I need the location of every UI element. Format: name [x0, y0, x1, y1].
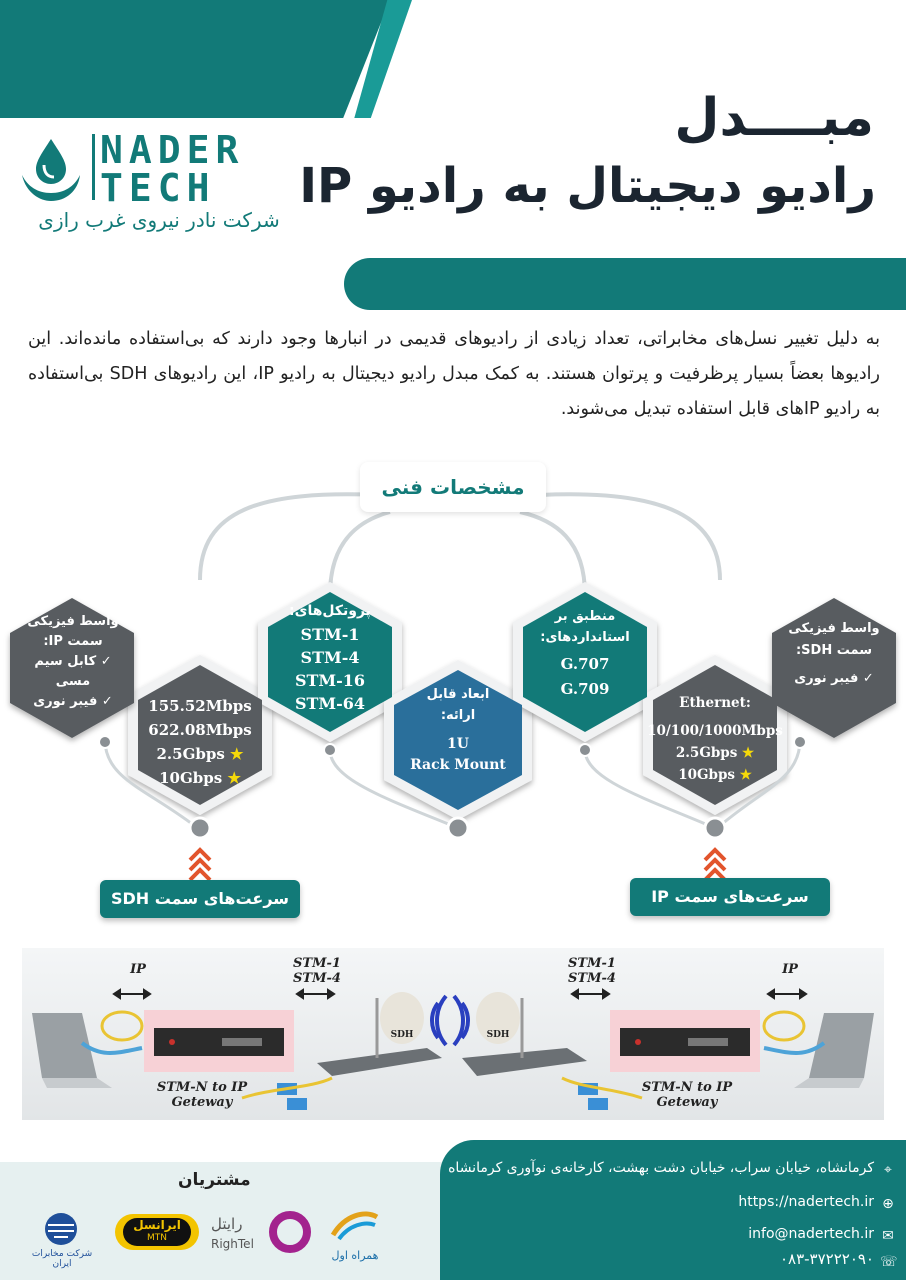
- rightel-ring-icon: [267, 1209, 313, 1255]
- physical-ip-block: [18, 612, 128, 712]
- sdh-speeds-block: [140, 694, 260, 790]
- hamrah-name: همراه اول: [331, 1249, 379, 1262]
- star-icon: ★: [742, 745, 755, 761]
- radio-label-left: SDH: [390, 1030, 414, 1040]
- check-icon: ✓: [100, 654, 112, 669]
- protocol-item: STM-16: [294, 671, 366, 690]
- page-title-line2: رادیو دیجیتال به رادیو IP: [299, 158, 876, 214]
- logo-drop-icon: [16, 135, 86, 205]
- gateway-label-right: STM-N to IP Geteway: [641, 1080, 733, 1110]
- irancell-name-en: MTN: [147, 1233, 167, 1243]
- company-name: شرکت نادر نیروی غرب رازی: [38, 208, 280, 232]
- intro-paragraph: به دلیل تغییر نسل‌های مخابراتی، تعداد زیادی از رادیوهای قدیمی در انبارها وجود دارند که بی‌استفاده مانده‌اند. این رادیوها بعضاً بسیار پرظرفیت و پرتوان هستند. به کمک مبدل رادیو دیجیتال به رادیو IP، این رادیوهای SDH بی‌استفاده به رادیو IPهای قابل استفاده تبدیل می‌شوند.: [28, 329, 880, 419]
- standards-block: [527, 606, 643, 700]
- physical-ip-item: ✓ کابل سیم مسی: [34, 654, 112, 689]
- check-icon: ✓: [101, 694, 113, 709]
- gateway-label-left: STM-N to IP Geteway: [156, 1080, 248, 1110]
- ip-speed-item: 2.5Gbps ★: [675, 745, 755, 761]
- address-text: کرمانشاه، خیابان سراب، خیابان دشت بهشت، کارخانه‌ی نوآوری کرمانشاه: [448, 1160, 874, 1176]
- dimensions-title: ابعاد قابل ارائه:: [426, 687, 490, 723]
- section-divider-bar: [344, 258, 906, 310]
- logo-text-nader: NADER: [100, 128, 245, 172]
- customers-title: مشتریان: [178, 1170, 251, 1190]
- sdh-speed-label: سرعت‌های سمت SDH: [100, 880, 300, 918]
- stm-label-right: STM-1 STM-4: [568, 956, 616, 986]
- physical-sdh-title: واسط فیزیکی سمت SDH:: [788, 621, 880, 658]
- ip-speeds-block: [645, 692, 785, 786]
- standards-title: منطبق بر استانداردهای:: [540, 609, 630, 645]
- check-icon: ✓: [862, 671, 874, 686]
- customer-logo-tci: [22, 1205, 102, 1269]
- rightel-name-en: RighTel: [211, 1237, 254, 1251]
- standard-item: G.709: [560, 680, 610, 698]
- star-icon: ★: [739, 767, 752, 783]
- protocol-item: STM-64: [294, 694, 366, 713]
- logo-divider: [92, 134, 95, 200]
- sdh-speed-item: 155.52Mbps: [148, 697, 252, 715]
- physical-ip-item: ✓ فیبر نوری: [33, 694, 113, 709]
- ip-label-right: IP: [782, 962, 798, 977]
- irancell-name-fa: ایرانسل: [133, 1218, 181, 1232]
- email-icon: ✉: [882, 1228, 894, 1244]
- physical-ip-title: واسط فیزیکی سمت IP:: [27, 614, 119, 649]
- email-link[interactable]: info@nadertech.ir: [748, 1226, 874, 1242]
- location-icon: ⌖: [884, 1162, 892, 1178]
- network-diagram: [22, 948, 884, 1120]
- dimensions-value2: Rack Mount: [410, 757, 506, 773]
- radio-label-right: SDH: [486, 1030, 510, 1040]
- star-icon: ★: [230, 745, 244, 763]
- tci-logo-icon: [36, 1211, 86, 1247]
- hamrah-logo-icon: [325, 1205, 385, 1245]
- tci-name: شرکت مخابرات ایران: [31, 1249, 93, 1269]
- ip-label-left: IP: [130, 962, 146, 977]
- page-title-line1: مبــــدل: [674, 88, 874, 148]
- phone-icon: ☏: [880, 1254, 898, 1270]
- ip-speed-label: سرعت‌های سمت IP: [630, 878, 830, 916]
- ip-speeds-title: Ethernet:: [679, 695, 751, 711]
- sdh-speed-item: 2.5Gbps ★: [156, 745, 244, 763]
- star-icon: ★: [227, 769, 241, 787]
- customer-logo-hamrah: [325, 1205, 395, 1265]
- ip-speed-item: 10Gbps ★: [678, 767, 752, 783]
- protocols-title: پروتکل‌های:: [289, 603, 371, 619]
- ip-speed-item: 10/100/1000Mbps: [647, 723, 783, 739]
- rightel-name-fa: رایتل: [211, 1215, 243, 1233]
- globe-icon: ⊕: [882, 1196, 894, 1212]
- spec-title: مشخصات فنی: [360, 462, 546, 512]
- phone-text: ۰۸۳-۳۷۲۲۲۰۹۰: [779, 1250, 874, 1268]
- customer-logo-rightel: [205, 1205, 315, 1265]
- sdh-speed-item: 10Gbps ★: [159, 769, 241, 787]
- sdh-speed-item: 622.08Mbps: [148, 721, 252, 739]
- logo-text-tech: TECH: [100, 166, 216, 210]
- protocol-item: STM-4: [300, 648, 360, 667]
- website-link[interactable]: https://nadertech.ir: [738, 1194, 874, 1210]
- standard-item: G.707: [560, 655, 610, 673]
- dimensions-value1: 1U: [447, 736, 469, 752]
- dimensions-block: [398, 684, 518, 776]
- protocol-item: STM-1: [300, 625, 360, 644]
- physical-sdh-item: ✓ فیبر نوری: [794, 671, 874, 686]
- physical-sdh-block: [780, 618, 888, 690]
- protocols-block: [270, 600, 390, 715]
- stm-label-left: STM-1 STM-4: [293, 956, 341, 986]
- header-band: [0, 0, 390, 118]
- customer-logo-irancell: [115, 1214, 199, 1250]
